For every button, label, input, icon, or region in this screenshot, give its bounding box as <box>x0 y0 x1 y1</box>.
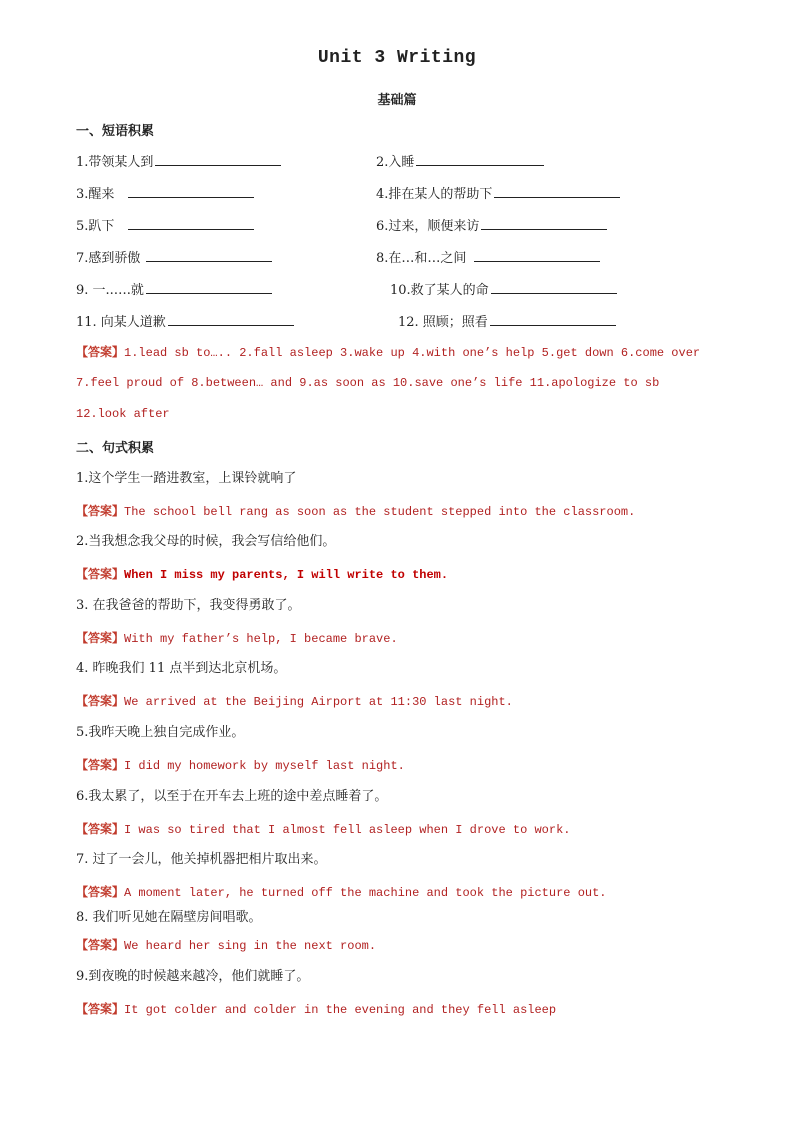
sentence-answer: 【答案】A moment later, he turned off the machine and took the picture out. <box>76 885 607 900</box>
answer-blank[interactable] <box>481 215 607 230</box>
sentence-question: 8. 我们听见她在隔壁房间唱歌。 <box>76 910 262 925</box>
answer-tag: 【答案】 <box>76 822 125 836</box>
phrase-answer-line: 12.look after <box>76 407 170 421</box>
sentence-answer: 【答案】We heard her sing in the next room. <box>76 938 377 953</box>
answer-tag: 【答案】 <box>76 1002 125 1016</box>
answer-blank[interactable] <box>474 247 600 262</box>
sentence-answer: 【答案】With my father’s help, I became brave. <box>76 631 398 646</box>
sentence-answer: 【答案】When I miss my parents, I will write to them. <box>76 567 449 582</box>
sentence-question: 9.到夜晚的时候越来越冷，他们就睡了。 <box>76 969 310 984</box>
phrase-item: 7.感到骄傲 <box>76 247 272 268</box>
section-heading-sentences: 二、句式积累 <box>76 441 155 456</box>
sentence-question: 4. 昨晚我们 11 点半到达北京机场。 <box>76 661 287 676</box>
phrase-item: 11. 向某人道歉 <box>76 311 294 332</box>
page-title: Unit 3 Writing <box>317 48 477 68</box>
answer-tag: 【答案】 <box>76 567 125 581</box>
sentence-question: 6.我太累了，以至于在开车去上班的途中差点睡着了。 <box>76 789 388 804</box>
answer-blank[interactable] <box>146 279 272 294</box>
phrase-item: 10.救了某人的命 <box>390 279 617 300</box>
answer-tag: 【答案】 <box>76 758 125 772</box>
page-subtitle: 基础篇 <box>377 93 417 108</box>
answer-blank[interactable] <box>128 183 254 198</box>
answer-tag: 【答案】 <box>76 631 125 645</box>
sentence-answer: 【答案】I was so tired that I almost fell asleep when I drove to work. <box>76 822 571 837</box>
sentence-answer: 【答案】I did my homework by myself last night. <box>76 758 405 773</box>
answer-blank[interactable] <box>494 183 620 198</box>
answer-blank[interactable] <box>146 247 272 262</box>
answer-tag: 【答案】 <box>76 694 125 708</box>
sentence-question: 1.这个学生一踏进教室，上课铃就响了 <box>76 471 297 486</box>
phrase-item: 1.带领某人到 <box>76 151 281 172</box>
section-heading-phrases: 一、短语积累 <box>76 124 155 139</box>
sentence-question: 7. 过了一会儿，他关掉机器把相片取出来。 <box>76 852 327 867</box>
phrase-item: 4.排在某人的帮助下 <box>376 183 620 204</box>
phrase-answer-line: 7.feel proud of 8.between… and 9.as soon as 10.save one’s life 11.apologize to sb <box>76 376 660 390</box>
phrase-item: 3.醒来 <box>76 183 254 204</box>
answer-tag: 【答案】 <box>76 938 125 952</box>
phrase-item: 8.在…和…之间 <box>376 247 600 268</box>
phrase-answer-line: 【答案】1.lead sb to….. 2.fall asleep 3.wake up 4.with one’s help 5.get down 6.come over <box>76 345 701 360</box>
sentence-answer: 【答案】We arrived at the Beijing Airport at 11:30 last night. <box>76 694 513 709</box>
sentence-question: 2.当我想念我父母的时候，我会写信给他们。 <box>76 534 336 549</box>
answer-blank[interactable] <box>168 311 294 326</box>
phrase-item: 6.过来，顺便来访 <box>376 215 607 236</box>
phrase-item: 12. 照顾；照看 <box>398 311 616 332</box>
answer-tag: 【答案】 <box>76 885 125 899</box>
phrase-item: 2.入睡 <box>376 151 544 172</box>
sentence-question: 5.我昨天晚上独自完成作业。 <box>76 725 245 740</box>
sentence-question: 3. 在我爸爸的帮助下，我变得勇敢了。 <box>76 598 301 613</box>
phrase-item: 5.趴下 <box>76 215 254 236</box>
phrase-item: 9. 一..….就 <box>76 279 272 300</box>
answer-blank[interactable] <box>416 151 544 166</box>
answer-blank[interactable] <box>490 311 616 326</box>
sentence-answer: 【答案】The school bell rang as soon as the student stepped into the classroom. <box>76 504 636 519</box>
sentence-answer: 【答案】It got colder and colder in the evening and they fell asleep <box>76 1002 557 1017</box>
answer-blank[interactable] <box>155 151 281 166</box>
answer-tag: 【答案】 <box>76 345 125 359</box>
answer-blank[interactable] <box>491 279 617 294</box>
answer-tag: 【答案】 <box>76 504 125 518</box>
answer-blank[interactable] <box>128 215 254 230</box>
